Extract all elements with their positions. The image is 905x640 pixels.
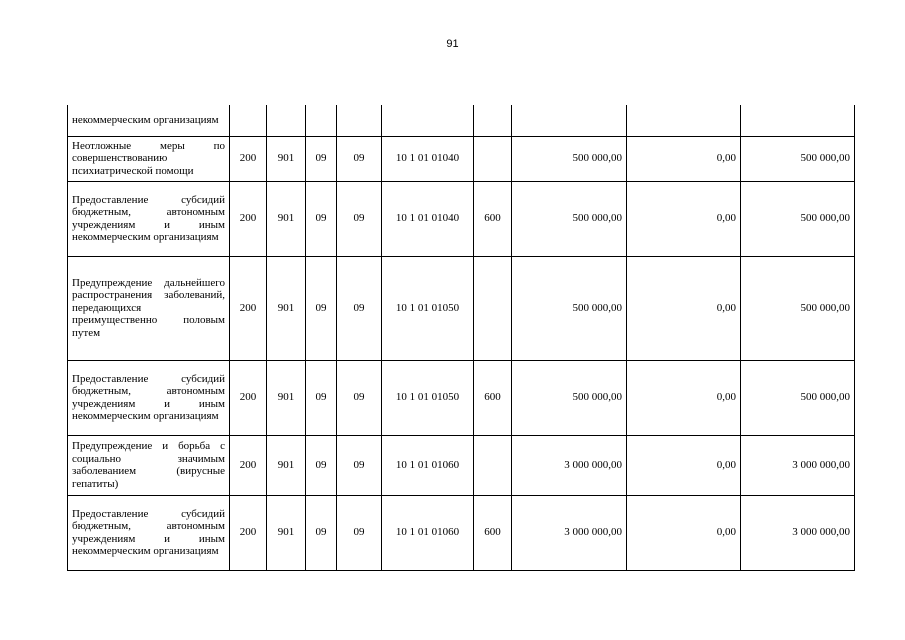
amount-cell bbox=[741, 105, 855, 136]
table-row bbox=[68, 256, 855, 360]
code-cell: 200 bbox=[230, 181, 267, 256]
table-row bbox=[68, 435, 855, 495]
amount-cell: 3 000 000,00 bbox=[512, 435, 627, 495]
amount-cell: 3 000 000,00 bbox=[741, 435, 855, 495]
code-cell: 09 bbox=[306, 136, 337, 181]
row-name-cell: Предоставление субсидий бюджетным, автономным учреждениям и иным некоммерческим организациям bbox=[68, 181, 230, 256]
code-cell: 901 bbox=[267, 136, 306, 181]
code-cell: 901 bbox=[267, 495, 306, 570]
amount-cell: 500 000,00 bbox=[512, 136, 627, 181]
code-cell: 200 bbox=[230, 360, 267, 435]
amount-cell bbox=[512, 105, 627, 136]
code-cell: 09 bbox=[337, 136, 382, 181]
code-cell: 200 bbox=[230, 136, 267, 181]
target-article-cell: 10 1 01 01060 bbox=[382, 495, 474, 570]
code-cell: 09 bbox=[337, 256, 382, 360]
row-name-cell: Предоставление субсидий бюджетным, автономным учреждениям и иным некоммерческим организациям bbox=[68, 495, 230, 570]
amount-cell: 0,00 bbox=[627, 495, 741, 570]
table-row bbox=[68, 105, 855, 136]
expense-type-cell bbox=[474, 105, 512, 136]
row-name-cell: Неотложные меры по совершенствованию психиатрической помощи bbox=[68, 136, 230, 181]
table-row bbox=[68, 360, 855, 435]
expense-type-cell: 600 bbox=[474, 360, 512, 435]
expense-type-cell: 600 bbox=[474, 181, 512, 256]
code-cell: 09 bbox=[337, 435, 382, 495]
amount-cell: 500 000,00 bbox=[741, 360, 855, 435]
amount-cell: 0,00 bbox=[627, 256, 741, 360]
code-cell: 200 bbox=[230, 435, 267, 495]
code-cell: 09 bbox=[306, 495, 337, 570]
budget-table bbox=[67, 105, 855, 571]
expense-type-cell: 600 bbox=[474, 495, 512, 570]
code-cell: 09 bbox=[306, 181, 337, 256]
amount-cell: 3 000 000,00 bbox=[512, 495, 627, 570]
amount-cell: 500 000,00 bbox=[512, 181, 627, 256]
code-cell: 09 bbox=[337, 181, 382, 256]
row-name-cell: Предоставление субсидий бюджетным, автономным учреждениям и иным некоммерческим организациям bbox=[68, 360, 230, 435]
code-cell: 09 bbox=[306, 256, 337, 360]
table-row bbox=[68, 495, 855, 570]
code-cell bbox=[267, 105, 306, 136]
code-cell bbox=[306, 105, 337, 136]
amount-cell: 500 000,00 bbox=[741, 136, 855, 181]
code-cell: 901 bbox=[267, 256, 306, 360]
target-article-cell: 10 1 01 01040 bbox=[382, 136, 474, 181]
amount-cell: 0,00 bbox=[627, 435, 741, 495]
amount-cell bbox=[627, 105, 741, 136]
row-name-cell: Предупреждение и борьба с социально значимым заболеванием (вирусные гепатиты) bbox=[68, 435, 230, 495]
table-row bbox=[68, 136, 855, 181]
table-row bbox=[68, 181, 855, 256]
amount-cell: 500 000,00 bbox=[512, 256, 627, 360]
expense-type-cell bbox=[474, 256, 512, 360]
amount-cell: 500 000,00 bbox=[512, 360, 627, 435]
code-cell: 901 bbox=[267, 435, 306, 495]
target-article-cell: 10 1 01 01050 bbox=[382, 256, 474, 360]
code-cell: 09 bbox=[306, 435, 337, 495]
amount-cell: 500 000,00 bbox=[741, 181, 855, 256]
code-cell: 901 bbox=[267, 360, 306, 435]
code-cell: 09 bbox=[306, 360, 337, 435]
code-cell: 09 bbox=[337, 360, 382, 435]
row-name-cell: некоммерческим организациям bbox=[68, 105, 230, 136]
amount-cell: 3 000 000,00 bbox=[741, 495, 855, 570]
amount-cell: 0,00 bbox=[627, 181, 741, 256]
amount-cell: 0,00 bbox=[627, 360, 741, 435]
amount-cell: 500 000,00 bbox=[741, 256, 855, 360]
code-cell bbox=[230, 105, 267, 136]
code-cell: 901 bbox=[267, 181, 306, 256]
code-cell: 09 bbox=[337, 495, 382, 570]
code-cell bbox=[337, 105, 382, 136]
page-number: 91 bbox=[446, 38, 459, 50]
target-article-cell bbox=[382, 105, 474, 136]
code-cell: 200 bbox=[230, 256, 267, 360]
amount-cell: 0,00 bbox=[627, 136, 741, 181]
row-name-cell: Предупреждение дальнейшего распространения заболеваний, передающихся преимущественно половым путем bbox=[68, 256, 230, 360]
code-cell: 200 bbox=[230, 495, 267, 570]
target-article-cell: 10 1 01 01050 bbox=[382, 360, 474, 435]
target-article-cell: 10 1 01 01040 bbox=[382, 181, 474, 256]
expense-type-cell bbox=[474, 435, 512, 495]
expense-type-cell bbox=[474, 136, 512, 181]
target-article-cell: 10 1 01 01060 bbox=[382, 435, 474, 495]
